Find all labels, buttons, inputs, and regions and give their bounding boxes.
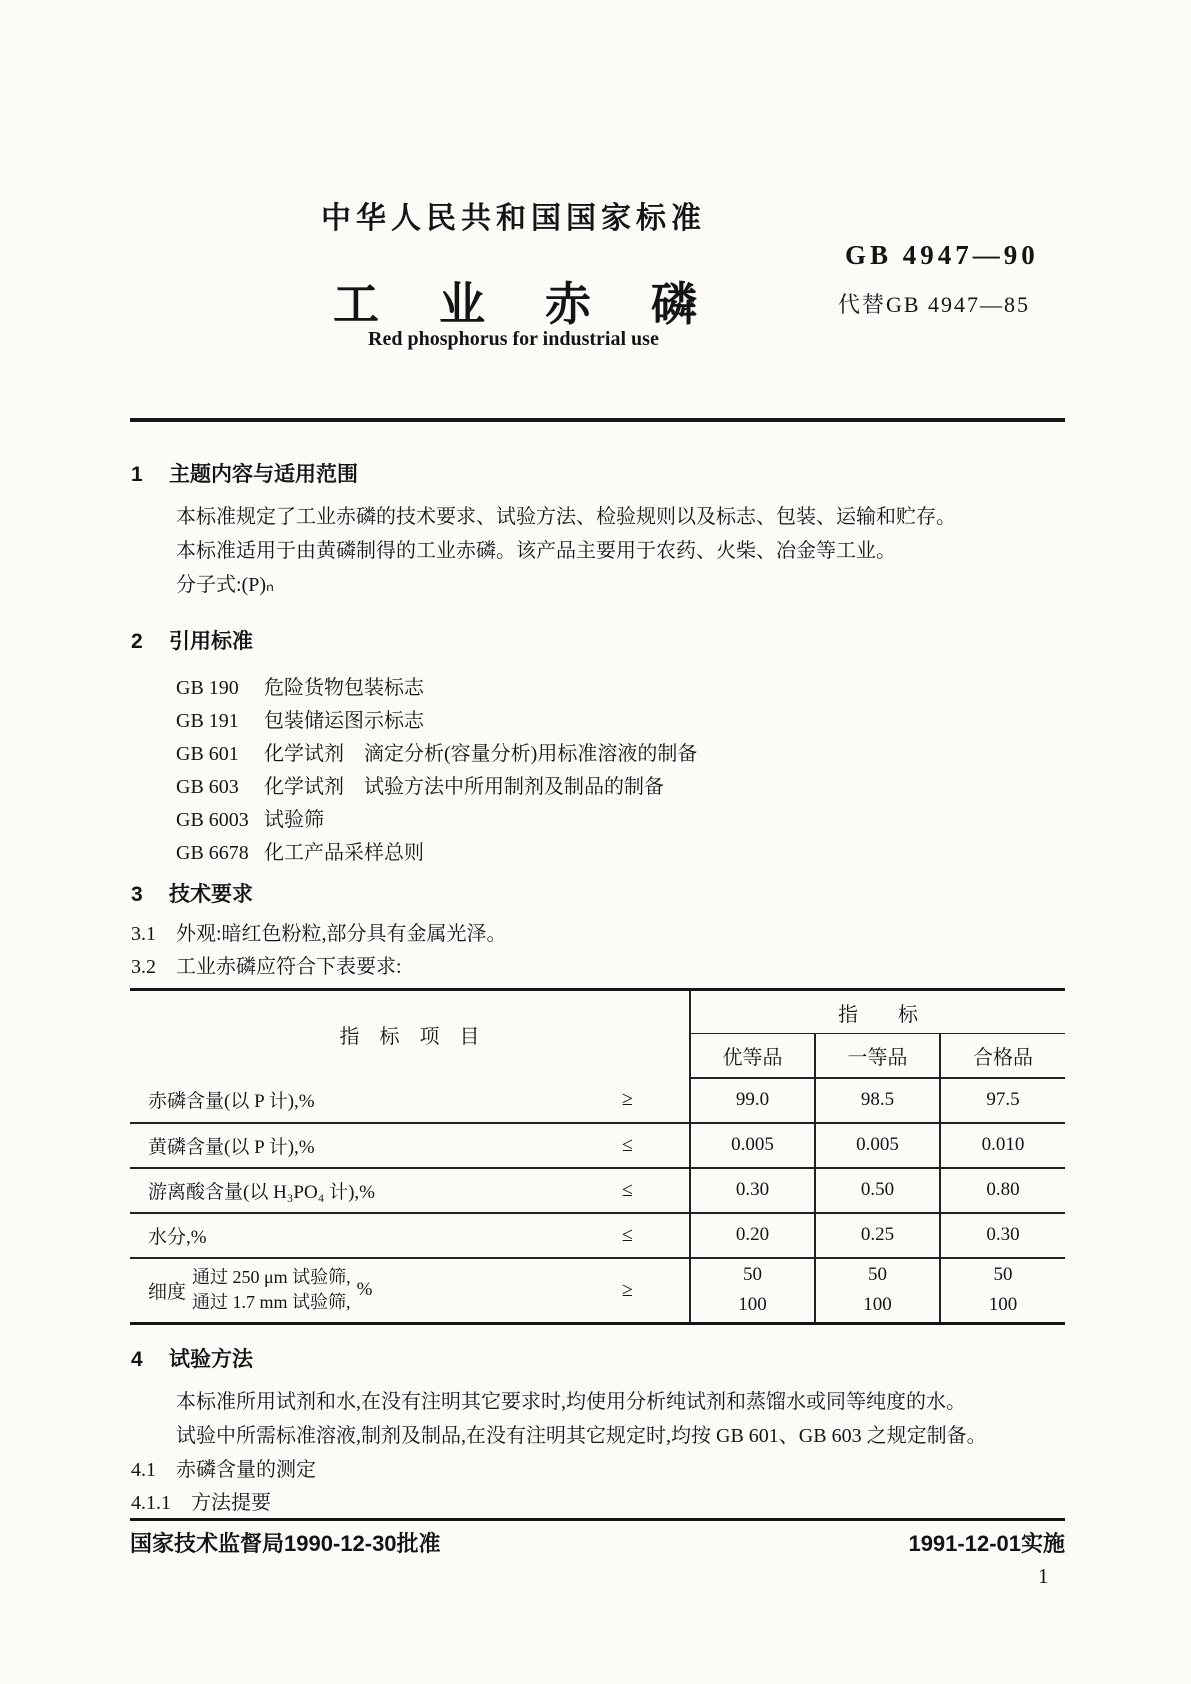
spec-item-label: 赤磷含量(以 P 计),% [148, 1091, 315, 1112]
column-header-item: 指 标 项 目 [339, 1025, 480, 1048]
clause-3-2 [131, 953, 402, 981]
molecular-formula: 分子式:(P)ₙ [176, 574, 274, 596]
reference-item [176, 804, 697, 837]
column-header-grade-qualified: 合格品 [940, 1034, 1065, 1078]
section-3-title: 技术要求 [169, 883, 253, 906]
reference-list [176, 672, 697, 870]
spec-value: 0.010 [940, 1123, 1065, 1168]
clause-3-2-text: 工业赤磷应符合下表要求: [176, 956, 402, 978]
clause-3-1-number: 3.1 [131, 923, 156, 945]
reference-title: 化工产品采样总则 [264, 842, 424, 864]
section-4-heading [131, 1343, 253, 1373]
comparison-operator: ≥ [622, 1278, 633, 1301]
clause-3-2-number: 3.2 [131, 956, 156, 978]
table-row [130, 1213, 1065, 1258]
spec-value: 0.30 [690, 1168, 815, 1213]
spec-value: 100 [738, 1294, 767, 1316]
spec-value: 0.25 [815, 1213, 940, 1258]
clause-4-1-text: 赤磷含量的测定 [176, 1459, 316, 1481]
reference-item [176, 837, 697, 870]
spec-value: 50 [743, 1264, 762, 1286]
section-1-heading [131, 458, 358, 488]
reference-code: GB 6678 [176, 842, 249, 864]
section-4-number: 4 [131, 1348, 143, 1371]
reference-code: GB 190 [176, 677, 239, 699]
table-header-row-1 [130, 990, 1065, 1034]
spec-value: 50 [993, 1264, 1013, 1286]
clause-3-1 [131, 920, 507, 948]
spec-value: 50 [868, 1264, 887, 1286]
table-row [130, 1123, 1065, 1168]
reference-title: 化学试剂 滴定分析(容量分析)用标准溶液的制备 [264, 743, 698, 765]
comparison-operator: ≤ [622, 1223, 633, 1246]
reference-title: 试验筛 [264, 809, 324, 831]
standard-code: GB 4947—90 [845, 240, 1039, 270]
section-4-paragraph-2: 试验中所需标准溶液,制剂及制品,在没有注明其它规定时,均按 GB 601、GB 603 之规定制备。 [176, 1425, 987, 1447]
header-rule [130, 418, 1065, 422]
spec-value: 0.20 [690, 1213, 815, 1258]
reference-item [176, 771, 697, 804]
reference-item [176, 705, 697, 738]
reference-title: 危险货物包装标志 [264, 677, 424, 699]
spec-value: 0.80 [940, 1168, 1065, 1213]
clause-4-1-1-text: 方法提要 [191, 1492, 271, 1514]
spec-value: 0.005 [690, 1123, 815, 1168]
section-4-paragraph-1: 本标准所用试剂和水,在没有注明其它要求时,均使用分析纯试剂和蒸馏水或同等纯度的水。 [176, 1391, 966, 1413]
clause-4-1-number: 4.1 [131, 1459, 156, 1481]
section-3-number: 3 [131, 883, 143, 906]
section-4-title: 试验方法 [169, 1348, 253, 1371]
reference-code: GB 601 [176, 743, 239, 765]
spec-value: 0.50 [815, 1168, 940, 1213]
spec-value: 100 [988, 1294, 1018, 1316]
section-1-title: 主题内容与适用范围 [169, 463, 358, 486]
reference-title: 包装储运图示标志 [264, 710, 424, 732]
section-1-paragraph-2: 本标准适用于由黄磷制得的工业赤磷。该产品主要用于农药、火柴、冶金等工业。 [176, 540, 896, 562]
spec-item-label: 水分,% [148, 1226, 207, 1248]
comparison-operator: ≥ [622, 1088, 633, 1110]
clause-3-1-text: 外观:暗红色粉粒,部分具有金属光泽。 [176, 923, 507, 945]
section-2-title: 引用标准 [169, 630, 253, 653]
comparison-operator: ≤ [622, 1178, 633, 1201]
comparison-operator: ≤ [622, 1133, 633, 1156]
spec-value: 0.005 [815, 1123, 940, 1168]
section-2-heading [131, 625, 253, 655]
footer-rule [130, 1518, 1065, 1521]
approval-note: 国家技术监督局1990-12-30批准 [130, 1531, 441, 1556]
reference-code: GB 191 [176, 710, 239, 732]
section-1-paragraph-1: 本标准规定了工业赤磷的技术要求、试验方法、检验规则以及标志、包装、运输和贮存。 [176, 506, 956, 528]
spec-item-label: 黄磷含量(以 P 计),% [148, 1136, 315, 1158]
document-title-cn: 工业赤磷 [333, 278, 757, 330]
spec-value-pair [690, 1258, 815, 1324]
spec-value-pair [815, 1258, 940, 1324]
spec-value-pair [940, 1258, 1065, 1324]
reference-title: 化学试剂 试验方法中所用制剂及制品的制备 [264, 776, 664, 798]
fineness-label: 细度 [148, 1281, 187, 1303]
spec-value: 99.0 [690, 1078, 815, 1123]
table-row [130, 1168, 1065, 1213]
reference-code: GB 6003 [176, 809, 249, 831]
page-number: 1 [1038, 1564, 1049, 1588]
implementation-note: 1991-12-01实施 [908, 1531, 1065, 1556]
document-title-en: Red phosphorus for industrial use [368, 328, 659, 350]
clause-4-1 [131, 1456, 316, 1484]
spec-value: 97.5 [940, 1078, 1065, 1123]
spec-value: 0.30 [940, 1213, 1065, 1258]
fineness-sieve-250um: 通过 250 μm 试验筛, [192, 1267, 351, 1288]
spec-item-label: 游离酸含量(以 H₃PO₄ 计),% [148, 1181, 375, 1203]
table-row [130, 1078, 1065, 1123]
reference-item [176, 738, 697, 771]
section-3-heading [131, 878, 253, 908]
fineness-unit: % [356, 1279, 373, 1301]
spec-value: 98.5 [815, 1078, 940, 1123]
clause-4-1-1-number: 4.1.1 [131, 1492, 171, 1514]
fineness-sieve-1-7mm: 通过 1.7 mm 试验筛, [192, 1292, 351, 1313]
reference-code: GB 603 [176, 776, 239, 798]
standard-type-label: 中华人民共和国国家标准 [321, 202, 706, 235]
table-row-fineness [130, 1258, 1065, 1324]
reference-item [176, 672, 697, 705]
column-header-grade-premium: 优等品 [690, 1034, 815, 1078]
clause-4-1-1 [131, 1489, 271, 1517]
specification-table [130, 988, 1065, 1325]
column-header-grade-first: 一等品 [815, 1034, 940, 1078]
spec-value: 100 [863, 1294, 892, 1316]
section-2-number: 2 [131, 630, 143, 653]
column-header-index-group: 指 标 [690, 990, 1065, 1034]
section-1-number: 1 [131, 463, 143, 486]
replaces-note: 代替GB 4947—85 [838, 292, 1031, 317]
